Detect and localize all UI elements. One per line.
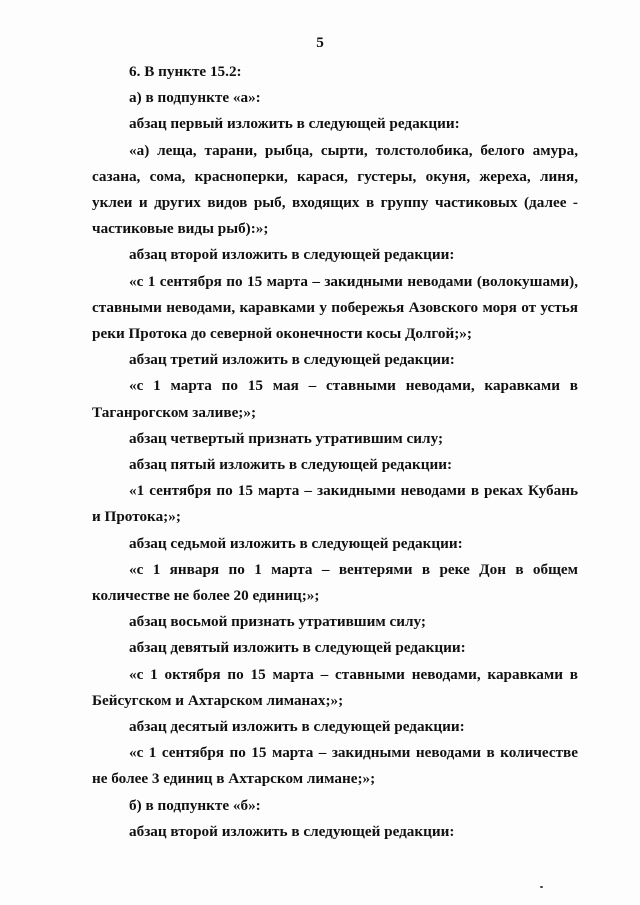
paragraph: «с 1 января по 1 марта – вентерями в реке Дон в общем количестве не более 20 единиц;»; bbox=[92, 560, 578, 605]
paragraph: а) в подпункте «а»: bbox=[129, 89, 261, 107]
paragraph: «1 сентября по 15 марта – закидными неводами в реках Кубань и Протока;»; bbox=[92, 482, 578, 526]
paragraph: абзац второй изложить в следующей редакции: bbox=[129, 246, 455, 264]
paragraph: «с 1 октября по 15 марта – ставными неводами, каравками в Бейсугском и Ахтарском лиманах;»; bbox=[92, 665, 578, 709]
paragraph: абзац второй изложить в следующей редакции: bbox=[129, 822, 455, 840]
paragraph: абзац первый изложить в следующей редакции: bbox=[129, 115, 460, 133]
paragraph: 6. В пункте 15.2: bbox=[129, 63, 242, 80]
paragraph: «с 1 марта по 15 мая – ставными неводами, каравками в Таганрогском заливе;»; bbox=[92, 377, 578, 421]
paragraph: абзац седьмой изложить в следующей редакции: bbox=[129, 534, 463, 552]
paragraph: абзац десятый изложить в следующей редакции: bbox=[129, 718, 465, 736]
paragraph: «с 1 сентября по 15 марта – закидными неводами в количестве не более 3 единиц в Ахтарском лимане;»; bbox=[92, 744, 578, 788]
paragraph: абзац третий изложить в следующей редакции: bbox=[129, 351, 455, 369]
paragraph: б) в подпункте «б»: bbox=[129, 796, 261, 814]
scan-artifact bbox=[540, 886, 543, 888]
paragraph: абзац девятый изложить в следующей редакции: bbox=[129, 639, 466, 657]
document-body bbox=[92, 59, 578, 845]
paragraph: абзац пятый изложить в следующей редакции: bbox=[129, 456, 453, 474]
paragraph: «с 1 сентября по 15 марта – закидными неводами (волокушами), ставными неводами, каравками у побережья Азовского моря от устья реки Протока до северной оконечности косы Долгой;»; bbox=[92, 272, 578, 343]
paragraph: абзац восьмой признать утратившим силу; bbox=[129, 613, 426, 631]
page-number: 5 bbox=[316, 34, 324, 51]
paragraph: «а) леща, тарани, рыбца, сырти, толстолобика, белого амура, сазана, сома, красноперки, карася, густеры, окуня, жереха, линя, уклеи и других видов рыб, входящих в группу частиковых (далее - частиковые виды рыб):»; bbox=[92, 141, 578, 238]
paragraph: абзац четвертый признать утратившим силу; bbox=[129, 429, 444, 447]
